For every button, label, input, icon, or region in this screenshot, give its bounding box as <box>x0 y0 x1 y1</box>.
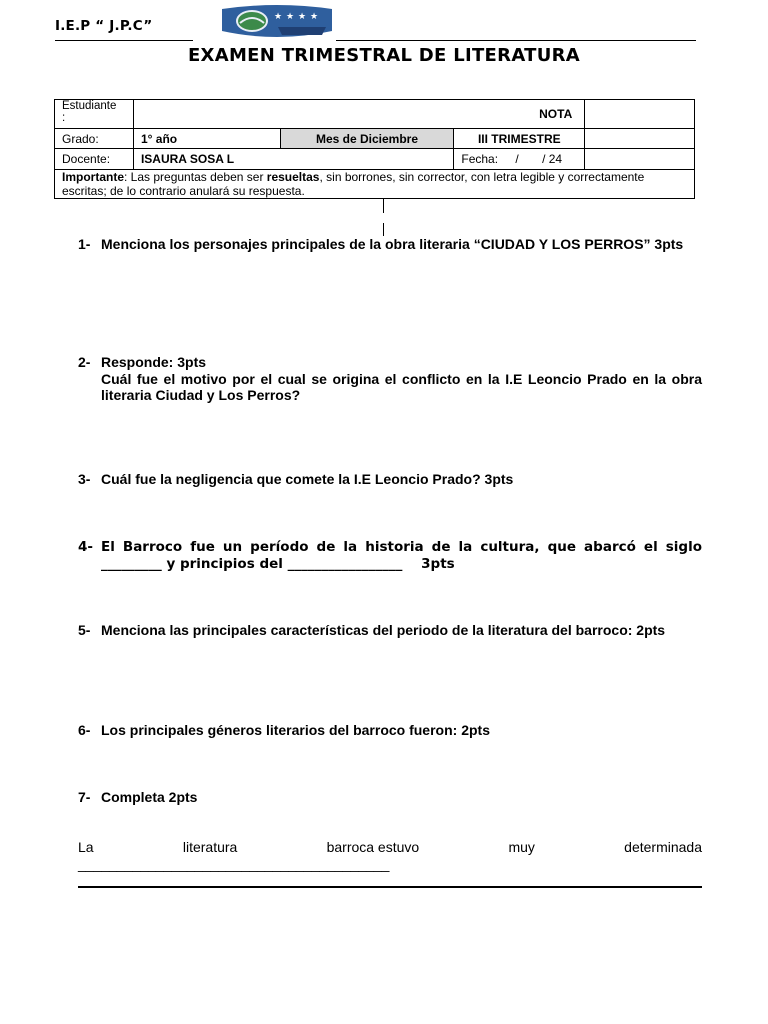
question-number: 6- <box>78 722 91 738</box>
student-label: Estudiante : <box>55 100 134 129</box>
question-number: 4- <box>78 539 93 555</box>
school-crest-logo <box>218 3 336 43</box>
header-rule-left <box>55 40 193 41</box>
month-label: Mes de Diciembre <box>280 129 454 149</box>
fill-in-sentence <box>78 839 702 872</box>
question-text: Los principales géneros literarios del barroco fueron: 2pts <box>101 722 490 738</box>
term-label: III TRIMESTRE <box>454 129 585 149</box>
teacher-label: Docente: <box>55 149 134 170</box>
grade-score-label: NOTA <box>133 100 584 129</box>
grade-label: Grado: <box>55 129 134 149</box>
fill-word: La <box>78 839 94 855</box>
svg-text:★: ★ <box>286 12 295 22</box>
question-text: El Barroco fue un período de la historia de la cultura, que abarcó el siglo _________ y principios del _________________ 3pts <box>101 539 707 572</box>
question-text: Menciona los personajes principales de la obra literaria “CIUDAD Y LOS PERROS” 3pts <box>101 236 684 252</box>
header-rule-right <box>336 40 696 41</box>
fill-blank: ________________________________________ <box>78 855 390 872</box>
date-value: / / 24 <box>515 152 563 166</box>
question-text: Responde: 3pts <box>101 354 207 370</box>
svg-text:★: ★ <box>274 12 283 22</box>
grade-value: 1° año <box>133 129 280 149</box>
question-7 <box>78 789 702 806</box>
question-2 <box>78 354 702 404</box>
svg-text:★: ★ <box>298 12 307 22</box>
question-1 <box>78 236 702 253</box>
grade-score-field[interactable] <box>585 100 695 129</box>
question-subtext: Cuál fue el motivo por el cual se origina el conflicto en la I.E Leoncio Prado en la obra literaria Ciudad y Los Perros? <box>101 370 702 403</box>
svg-text:★: ★ <box>310 12 319 22</box>
important-note <box>55 170 695 199</box>
fill-word: determinada <box>624 839 702 855</box>
fill-word: muy <box>508 839 535 855</box>
question-number: 7- <box>78 789 91 805</box>
question-3 <box>78 471 702 488</box>
important-text-2: , sin borrones, sin corrector, con letra legible y correctamente escritas; de lo contrario anulará su respuesta. <box>62 170 645 198</box>
question-6 <box>78 722 702 739</box>
question-number: 5- <box>78 622 91 638</box>
cursor-mark <box>383 199 384 213</box>
empty-cell <box>585 149 695 170</box>
question-number: 2- <box>78 354 91 370</box>
empty-cell <box>585 129 695 149</box>
student-info-table <box>54 99 695 199</box>
fill-word: barroca estuvo <box>326 839 420 855</box>
teacher-value: ISAURA SOSA L <box>133 149 453 170</box>
important-bold: resueltas <box>266 170 320 184</box>
school-name: I.E.P “ J.P.C” <box>55 18 153 34</box>
question-5 <box>78 622 702 639</box>
answer-line <box>78 886 702 888</box>
date-field[interactable] <box>454 149 585 170</box>
important-label: Importante <box>62 170 125 184</box>
question-4 <box>78 539 707 572</box>
question-text: Completa 2pts <box>101 789 198 805</box>
date-label: Fecha: <box>461 152 499 166</box>
question-number: 1- <box>78 236 91 252</box>
question-text: Cuál fue la negligencia que comete la I.E Leoncio Prado? 3pts <box>101 471 514 487</box>
exam-title: EXAMEN TRIMESTRAL DE LITERATURA <box>187 45 581 66</box>
question-number: 3- <box>78 471 91 487</box>
important-text-1: : Las preguntas deben ser <box>124 170 267 184</box>
question-text: Menciona las principales características del periodo de la literatura del barroco: 2pts <box>101 622 666 638</box>
fill-word: literatura <box>182 839 238 855</box>
cursor-mark <box>383 223 384 236</box>
